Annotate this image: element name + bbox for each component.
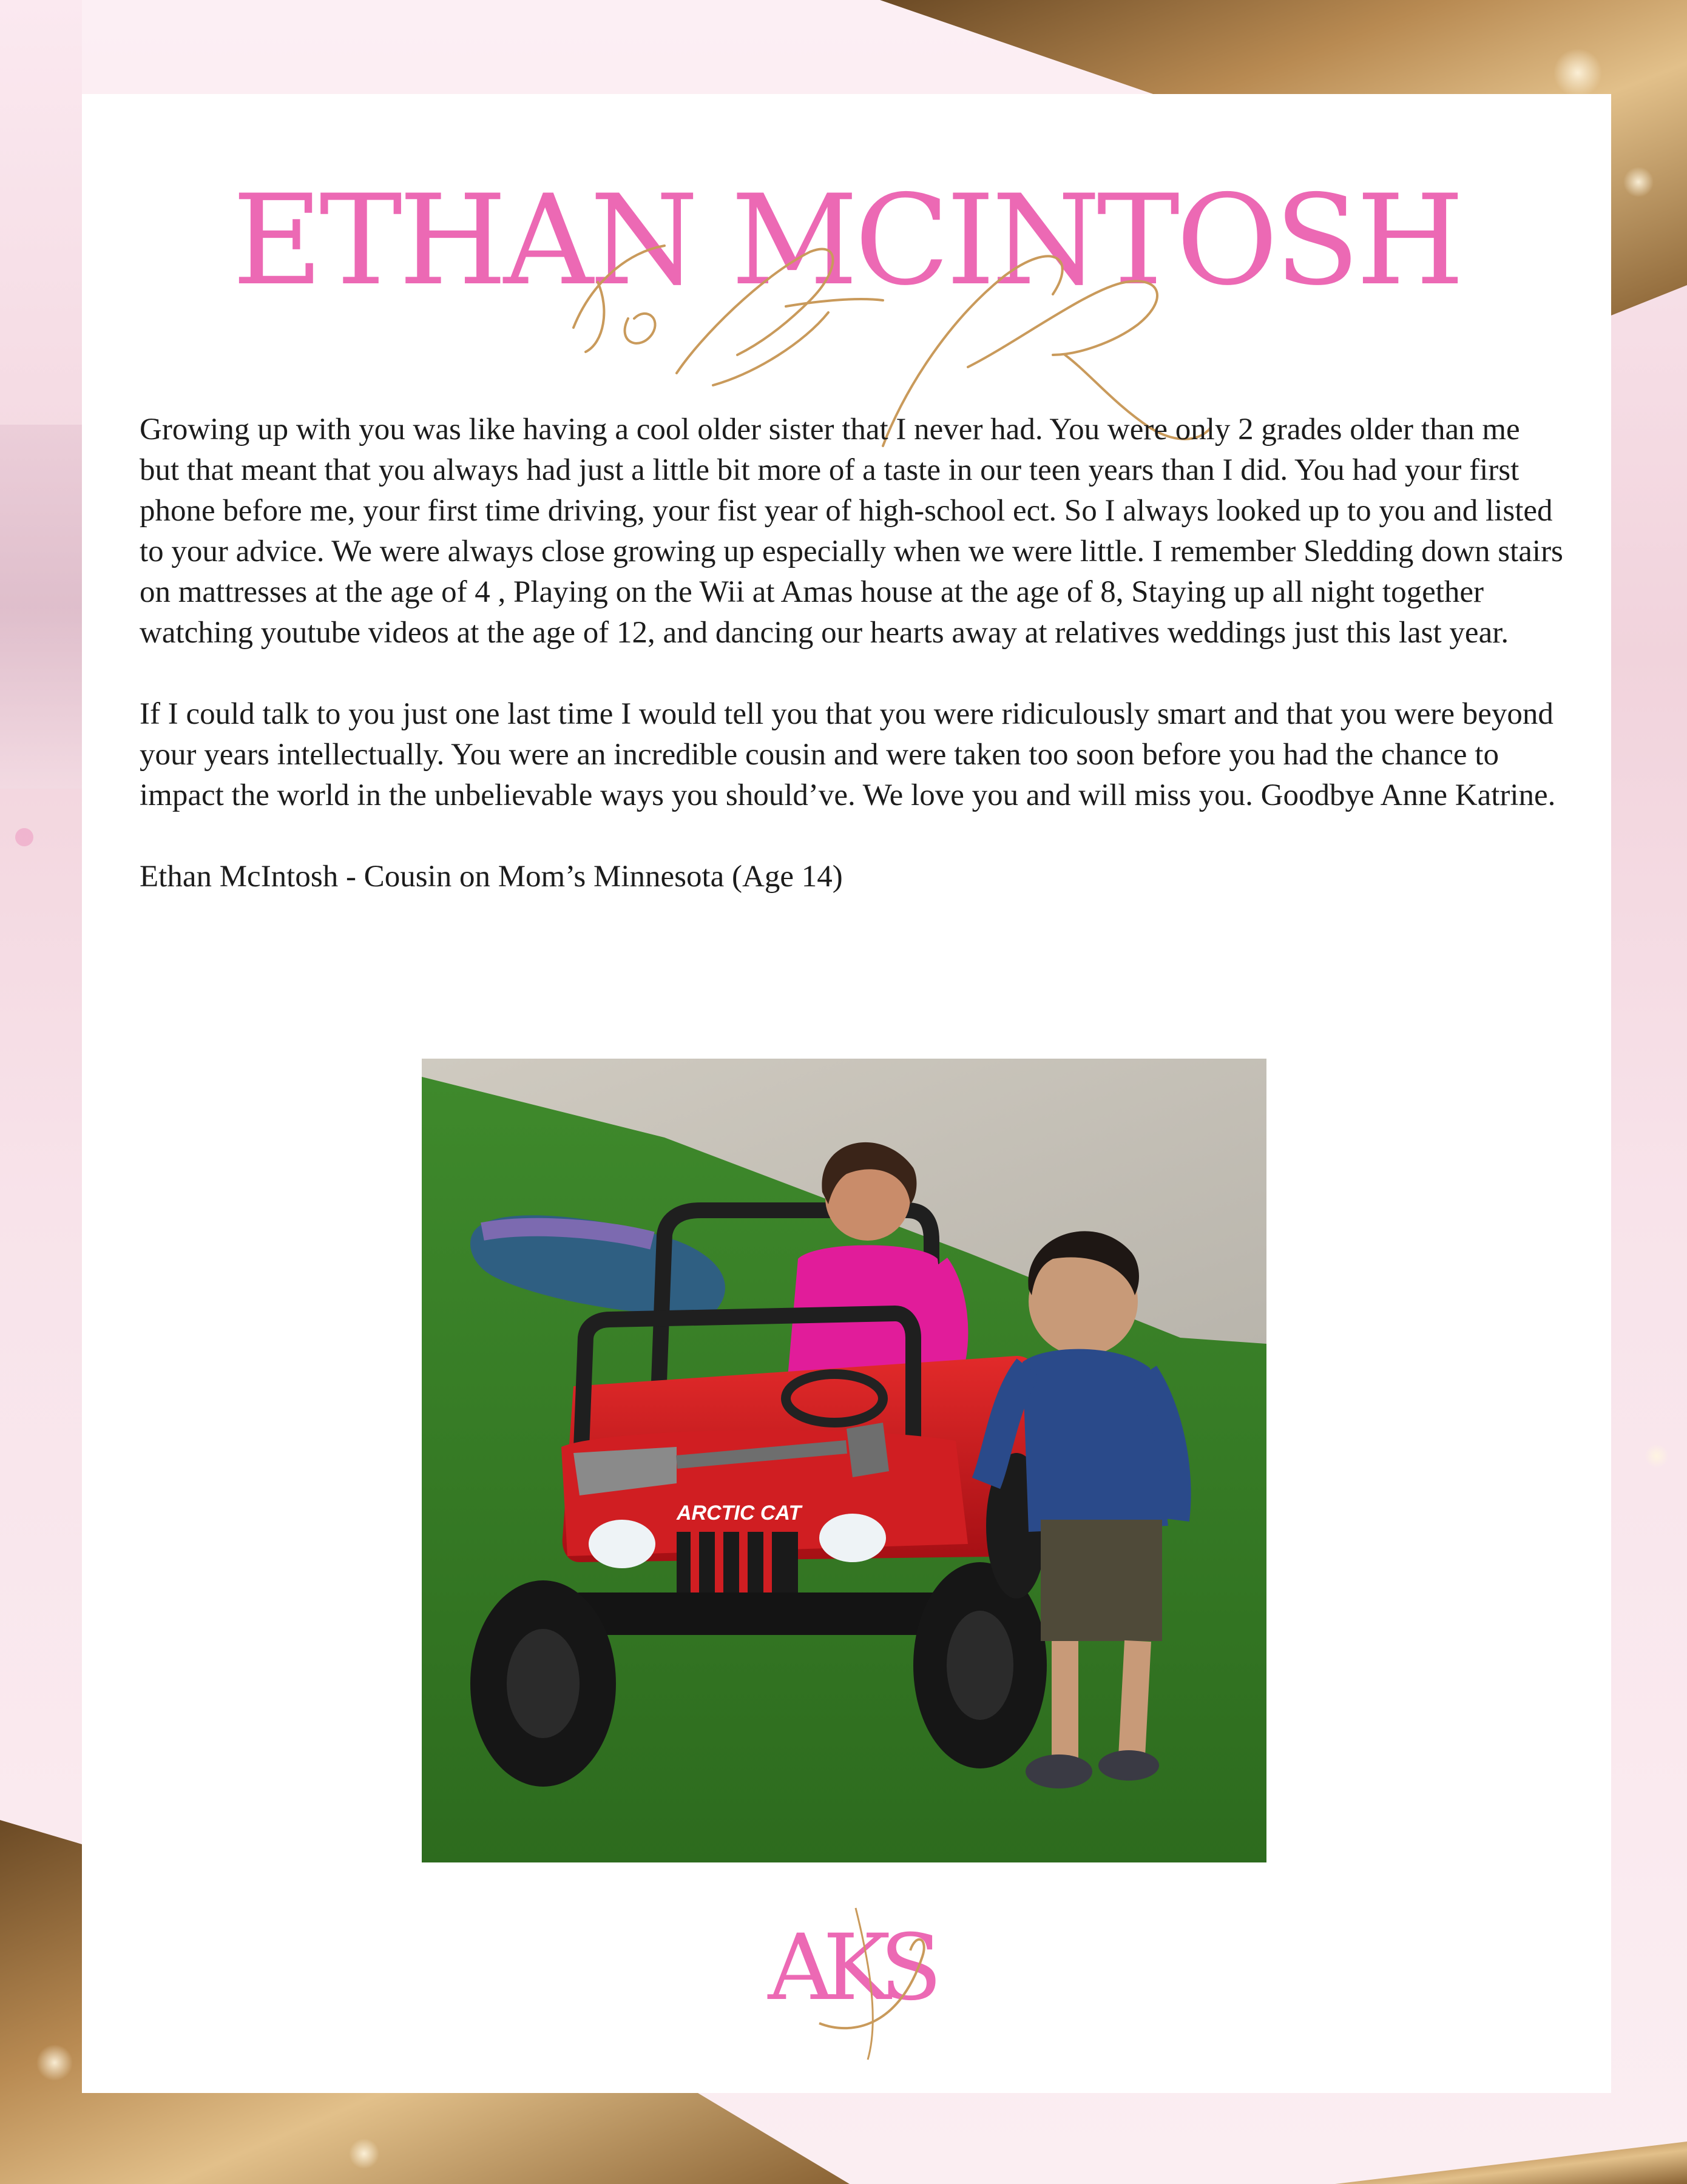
monogram-letters: AKS — [768, 1915, 931, 2021]
letter-paragraph: If I could talk to you just one last time I would tell you that you were ridiculously smart and that you were beyond your years intellectually. You were an incredible cousin and were taken too soon before you had the chance to impact the world in the unbelievable ways you should’ve. We love you and will miss you. Goodbye Anne Katrine. — [140, 697, 1556, 812]
memorial-card — [82, 94, 1611, 2093]
aks-monogram — [728, 1884, 971, 2066]
letter-signature: Ethan McIntosh - Cousin on Mom’s Minnesota (Age 14) — [140, 860, 843, 894]
letter-body — [140, 410, 1566, 897]
page-title: ETHAN MCINTOSH — [232, 169, 1461, 313]
vehicle-brand-label: ARCTIC CAT — [677, 1502, 802, 1525]
family-photo — [422, 1059, 1266, 1862]
letter-paragraph: Growing up with you was like having a cool older sister that I never had. You were only 2 grades older than me but that meant that you always had just a little bit more of a taste in our teen years than I did. You had your first phone before me, your first time driving, your fist year of high-school ect. So I always looked up to you and listed to your advice. We were always close growing up especially when we were little. I remember Sledding down stairs on mattresses at the age of 4 , Playing on the Wii at Amas house at the age of 8, Staying up all night together watching youtube videos at the age of 12, and dancing our hearts away at relatives weddings just this last year. — [140, 413, 1563, 650]
